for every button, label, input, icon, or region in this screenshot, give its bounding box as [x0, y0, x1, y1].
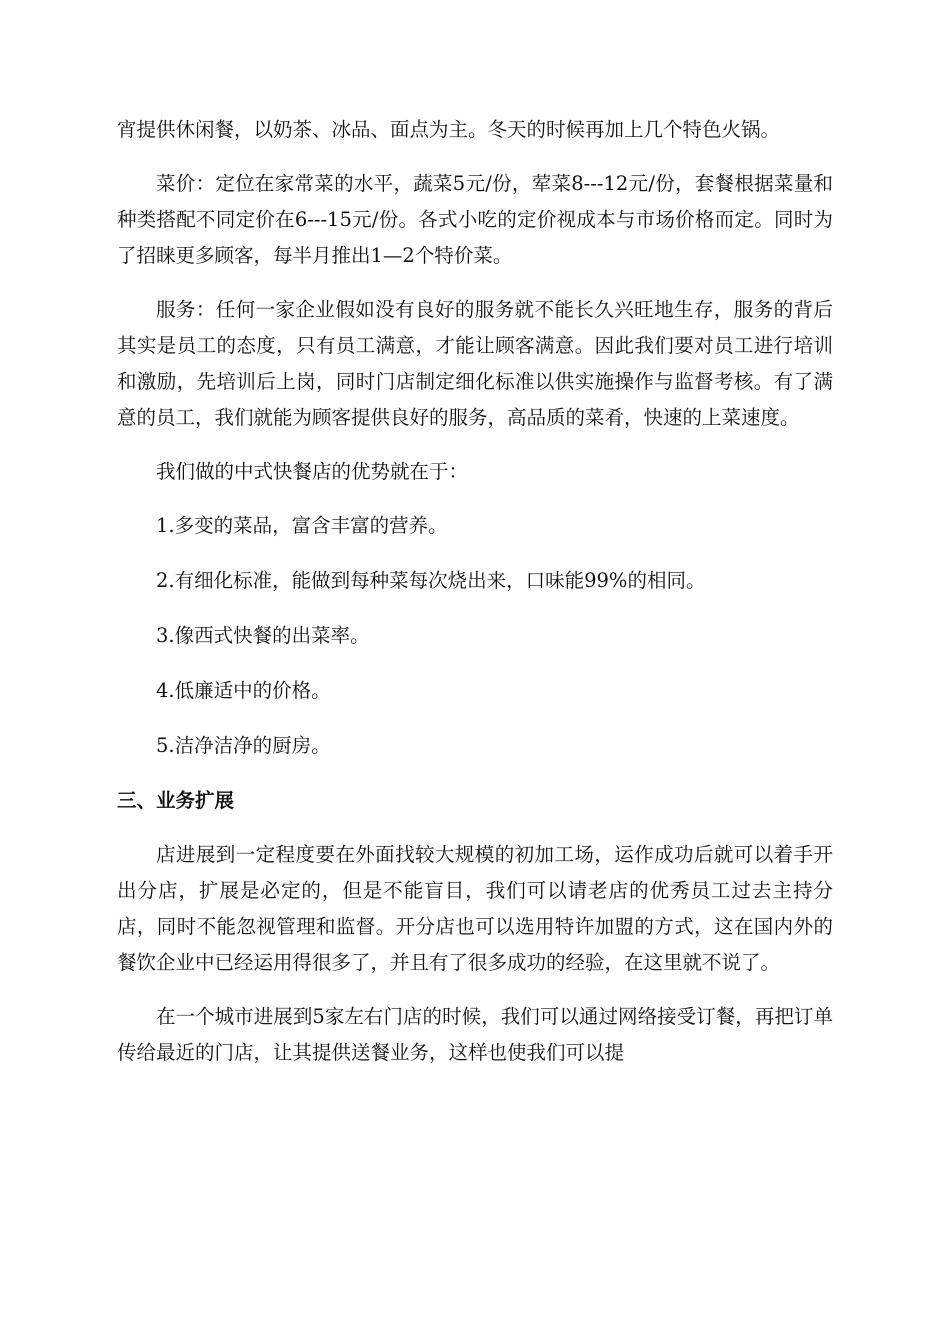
section-heading: 三、业务扩展: [117, 789, 235, 812]
list-item: 3.像西式快餐的出菜率。: [156, 624, 370, 647]
list-item: 5.洁净洁净的厨房。: [156, 734, 331, 757]
paragraph-service: 服务：任何一家企业假如没有良好的服务就不能长久兴旺地生存，服务的背后其实是员工的态度，只有员工满意，才能让顾客满意。因此我们要对员工进行培训和激励，先培训后上岗，同时门店制定细化标准以供实施操作与监督考核。有了满意的员工，我们就能为顾客提供良好的服务，高品质的菜肴，快速的上菜速度。: [117, 298, 833, 429]
paragraph-online-ordering: 在一个城市进展到5家左右门店的时候，我们可以通过网络接受订餐，再把订单传给最近的门店，让其提供送餐业务，这样也使我们可以提: [117, 1005, 833, 1064]
paragraph-pricing: 菜价：定位在家常菜的水平，蔬菜5元/份，荤菜8---12元/份，套餐根据菜量和种类搭配不同定价在6---15元/份。各式小吃的定价视成本与市场价格而定。同时为了招睐更多顾客，每半月推出1—2个特价菜。: [117, 172, 833, 267]
document-page: [117, 112, 833, 1089]
list-item: 1.多变的菜品，富含丰富的营养。: [156, 514, 448, 537]
list-item: 2.有细化标准，能做到每种菜每次烧出来，口味能99%的相同。: [156, 569, 706, 592]
list-item: 4.低廉适中的价格。: [156, 679, 331, 702]
paragraph-expansion: 店进展到一定程度要在外面找较大规模的初加工场，运作成功后就可以着手开出分店，扩展是必定的，但是不能盲目，我们可以请老店的优秀员工过去主持分店，同时不能忽视管理和监督。开分店也可以选用特许加盟的方式，这在国内外的餐饮企业中已经运用得很多了，并且有了很多成功的经验，在这里就不说了。: [117, 843, 833, 974]
paragraph-advantages-intro: 我们做的中式快餐店的优势就在于：: [156, 460, 469, 483]
paragraph-continuation: 宵提供休闲餐，以奶茶、冰品、面点为主。冬天的时候再加上几个特色火锅。: [117, 118, 781, 141]
